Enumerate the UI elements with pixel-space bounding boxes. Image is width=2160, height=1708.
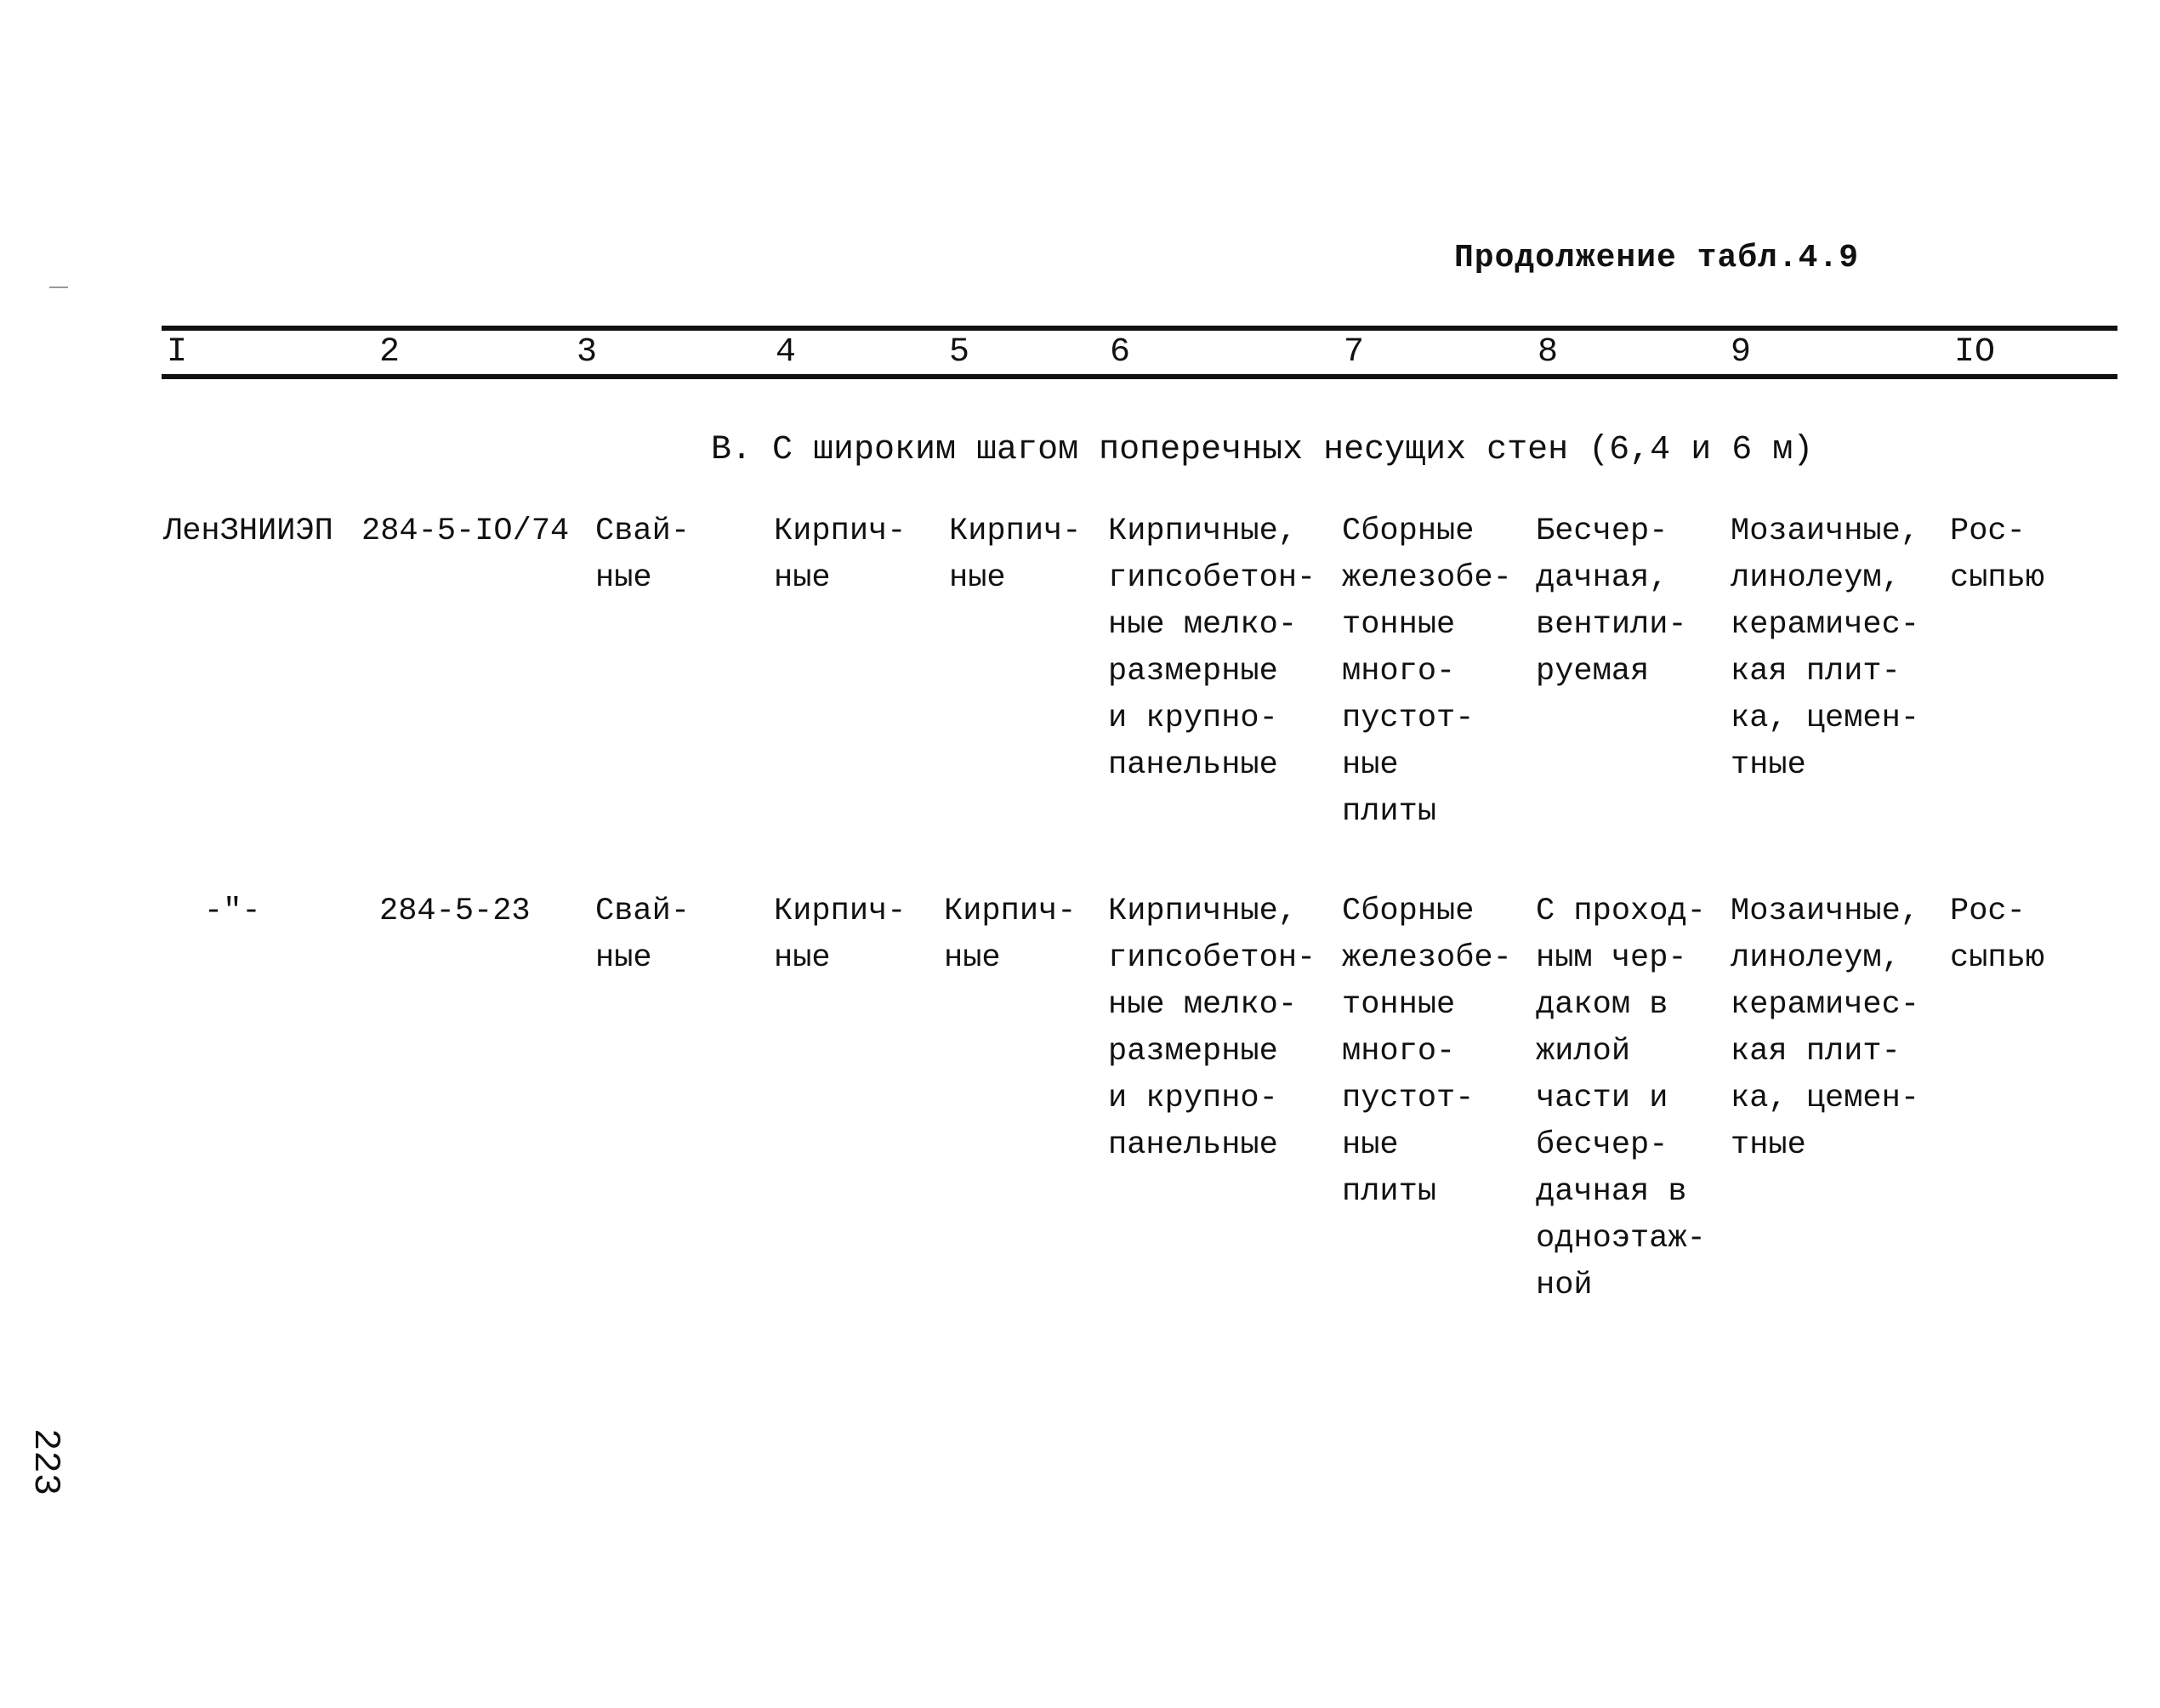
table-cell-r1-c6 [1108,508,1316,789]
cell-line: даком в [1536,987,1668,1023]
cell-line: тные [1731,1127,1806,1163]
cell-line: размерные [1108,1034,1278,1070]
column-number-5: 5 [949,333,970,372]
table-cell-r1-c4 [774,508,906,602]
table-cell-r1-c10 [1950,508,2044,602]
cell-line: тонные [1342,987,1456,1023]
page-number: 223 [24,1428,66,1496]
cell-line: Кирпичные, [1108,514,1298,549]
cell-line: железобе- [1342,940,1512,976]
cell-line: ные [595,940,652,976]
table-cell-r1-c2 [361,508,569,555]
column-number-2: 2 [379,333,401,372]
cell-line: ные [595,560,652,596]
table-cell-r2-c5 [944,888,1076,982]
cell-line: ка, цемен- [1731,701,1920,736]
cell-line: сыпью [1950,560,2045,596]
cell-line: керамичес- [1731,987,1920,1023]
table-cell-r2-c10 [1950,888,2044,982]
column-number-6: 6 [1110,333,1131,372]
cell-line: ные [944,940,1001,976]
cell-line: Кирпичные, [1108,894,1298,929]
cell-line: ным чер- [1536,940,1687,976]
cell-line: Свай- [595,514,691,549]
cell-line: Бесчер- [1536,514,1668,549]
table-cell-r1-c3 [595,508,690,602]
cell-line: Кирпич- [774,514,907,549]
cell-line: Кирпич- [944,894,1077,929]
cell-line: много- [1342,654,1456,689]
cell-line: сыпью [1950,940,2045,976]
cell-line: Мозаичные, [1731,894,1920,929]
table-header-bottom-rule [162,374,2117,379]
cell-line: бесчер- [1536,1127,1668,1163]
cell-line: керамичес- [1731,607,1920,643]
cell-line: гипсобетон- [1108,560,1316,596]
cell-line: Сборные [1342,894,1475,929]
cell-line: много- [1342,1034,1456,1070]
cell-line: ные мелко- [1108,987,1298,1023]
column-number-1: I [167,333,188,372]
cell-line: ные [774,560,831,596]
cell-line: ные [949,560,1006,596]
cell-line: панельные [1108,747,1278,783]
table-cell-r1-c9 [1731,508,1919,789]
column-number-10: IO [1954,333,1996,372]
cell-line: дачная, [1536,560,1668,596]
cell-line: руемая [1536,654,1650,689]
table-cell-r1-c1 [163,508,333,555]
cell-line: плиты [1342,1174,1437,1210]
cell-line: ные [774,940,831,976]
cell-line: -"- [204,894,261,929]
cell-line: гипсобетон- [1108,940,1316,976]
cell-line: одноэтаж- [1536,1221,1706,1257]
column-number-8: 8 [1538,333,1559,372]
cell-line: вентили- [1536,607,1687,643]
table-cell-r1-c7 [1342,508,1512,836]
cell-line: и крупно- [1108,701,1278,736]
scan-edge-mark [49,287,68,288]
table-cell-r2-c7 [1342,888,1512,1216]
cell-line: панельные [1108,1127,1278,1163]
cell-line: Мозаичные, [1731,514,1920,549]
cell-line: Рос- [1950,894,2026,929]
column-number-7: 7 [1344,333,1365,372]
cell-line: жилой [1536,1034,1631,1070]
table-cell-r2-c9 [1731,888,1919,1169]
table-continuation-caption: Продолжение табл.4.9 [1454,240,1860,276]
cell-line: ные мелко- [1108,607,1298,643]
cell-line: дачная в [1536,1174,1687,1210]
cell-line: Рос- [1950,514,2026,549]
cell-line: части и [1536,1081,1668,1116]
cell-line: и крупно- [1108,1081,1278,1116]
cell-line: плиты [1342,794,1437,830]
cell-line: 284-5-IO/74 [361,514,570,549]
cell-line: Кирпич- [949,514,1082,549]
cell-line: размерные [1108,654,1278,689]
cell-line: С проход- [1536,894,1706,929]
cell-line: ные [1342,747,1399,783]
cell-line: Свай- [595,894,691,929]
cell-line: кая плит- [1731,654,1901,689]
cell-line: ные [1342,1127,1399,1163]
cell-line: тные [1731,747,1806,783]
column-number-4: 4 [776,333,797,372]
cell-line: линолеум, [1731,940,1901,976]
table-cell-r2-c8 [1536,888,1706,1309]
column-number-3: 3 [577,333,598,372]
cell-line: Кирпич- [774,894,907,929]
cell-line: железобе- [1342,560,1512,596]
cell-line: ка, цемен- [1731,1081,1920,1116]
cell-line: линолеум, [1731,560,1901,596]
cell-line: 284-5-23 [379,894,531,929]
table-cell-r2-c3 [595,888,690,982]
cell-line: кая плит- [1731,1034,1901,1070]
section-heading: В. С широким шагом поперечных несущих стен (6,4 и 6 м) [711,431,1814,469]
table-cell-r2-c4 [774,888,906,982]
column-number-9: 9 [1731,333,1752,372]
table-cell-r2-c2 [379,888,531,935]
cell-line: тонные [1342,607,1456,643]
cell-line: пустот- [1342,1081,1475,1116]
cell-line: ЛенЗНИИЭП [163,514,333,549]
table-cell-r2-c1 [204,888,261,935]
cell-line: ной [1536,1268,1593,1303]
table-cell-r1-c5 [949,508,1081,602]
table-cell-r1-c8 [1536,508,1687,695]
cell-line: Сборные [1342,514,1475,549]
table-cell-r2-c6 [1108,888,1316,1169]
table-header-top-rule [162,326,2117,331]
cell-line: пустот- [1342,701,1475,736]
